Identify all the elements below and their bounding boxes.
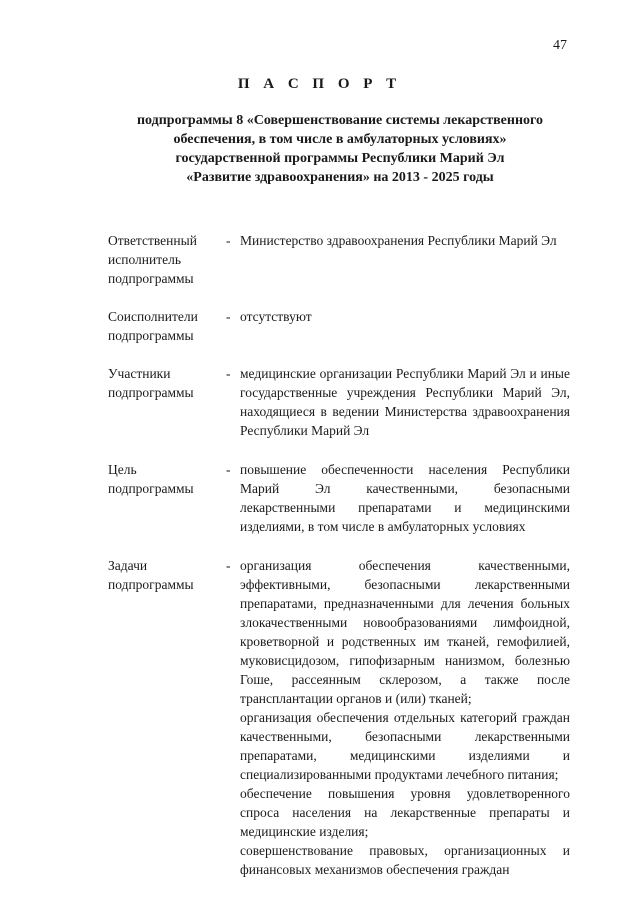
row-dash: - xyxy=(226,462,231,477)
row-value xyxy=(240,364,570,440)
row-label xyxy=(108,231,226,288)
page-number: 47 xyxy=(553,38,567,53)
row-dash: - xyxy=(226,233,231,248)
row-label-line: подпрограммы xyxy=(108,481,194,496)
row-dash: - xyxy=(226,309,231,324)
row-value xyxy=(240,460,570,536)
row-label-line: Участники xyxy=(108,366,171,381)
row-label-line: подпрограммы xyxy=(108,271,194,286)
document-subtitle xyxy=(100,111,580,187)
row-value-paragraph: обеспечение повышения уровня удовлетворенного спроса населения на лекарственные препараты и медицинские изделия; xyxy=(240,786,570,839)
row-value-paragraph: организация обеспечения отдельных категорий граждан качественными, безопасными лекарственными препаратами, медицинскими изделиями и специализированными продуктами лечебного питания; xyxy=(240,710,570,782)
row-value-paragraph: повышение обеспеченности населения Республики Марий Эл качественными, безопасными лекарственными препаратами и медицинскими изделиями, в том числе в амбулаторных условиях xyxy=(240,462,570,534)
document-title: П А С П О Р Т xyxy=(237,76,402,92)
passport-row-co-executors xyxy=(108,307,570,345)
row-dash: - xyxy=(226,366,231,381)
passport-table xyxy=(108,231,570,879)
row-label xyxy=(108,307,226,345)
passport-row-goal xyxy=(108,460,570,536)
row-dash: - xyxy=(226,558,231,573)
row-value-paragraph: Министерство здравоохранения Республики Марий Эл xyxy=(240,233,557,248)
row-label-line: Ответственный xyxy=(108,233,197,248)
row-label-line: подпрограммы xyxy=(108,577,194,592)
passport-row-participants xyxy=(108,364,570,440)
row-label xyxy=(108,460,226,498)
row-value xyxy=(240,231,570,250)
row-value-paragraph: отсутствуют xyxy=(240,309,312,324)
passport-row-responsible-executor xyxy=(108,231,570,288)
row-label-line: Задачи xyxy=(108,558,148,573)
subtitle-line: государственной программы Республики Марий Эл xyxy=(175,151,505,166)
subtitle-line: «Развитие здравоохранения» на 2013 - 2025 годы xyxy=(186,170,494,185)
passport-row-tasks xyxy=(108,556,570,879)
row-label xyxy=(108,364,226,402)
row-label-line: Соисполнители xyxy=(108,309,198,324)
row-label xyxy=(108,556,226,594)
subtitle-line: обеспечения, в том числе в амбулаторных условиях» xyxy=(173,132,507,147)
row-value-paragraph: совершенствование правовых, организационных и финансовых механизмов обеспечения граждан xyxy=(240,843,570,877)
row-label-line: исполнитель xyxy=(108,252,181,267)
row-value-paragraph: организация обеспечения качественными, эффективными, безопасными лекарственными препаратами, предназначенными для лечения больных злокачественными новообразованиями лимфоидной, кроветворной и родственных им тканей, гемофилией, муковисцидозом, гипофизарным нанизмом, болезнью Гоше, рассеянным склерозом, а также после трансплантации органов и (или) тканей; xyxy=(240,558,570,706)
row-label-line: Цель xyxy=(108,462,137,477)
row-value-paragraph: медицинские организации Республики Марий Эл и иные государственные учреждения Республики Марий Эл, находящиеся в ведении Министерства здравоохранения Республики Марий Эл xyxy=(240,366,570,438)
row-value xyxy=(240,556,570,879)
row-label-line: подпрограммы xyxy=(108,328,194,343)
subtitle-line: подпрограммы 8 «Совершенствование системы лекарственного xyxy=(136,113,544,128)
row-value xyxy=(240,307,570,326)
row-label-line: подпрограммы xyxy=(108,385,194,400)
